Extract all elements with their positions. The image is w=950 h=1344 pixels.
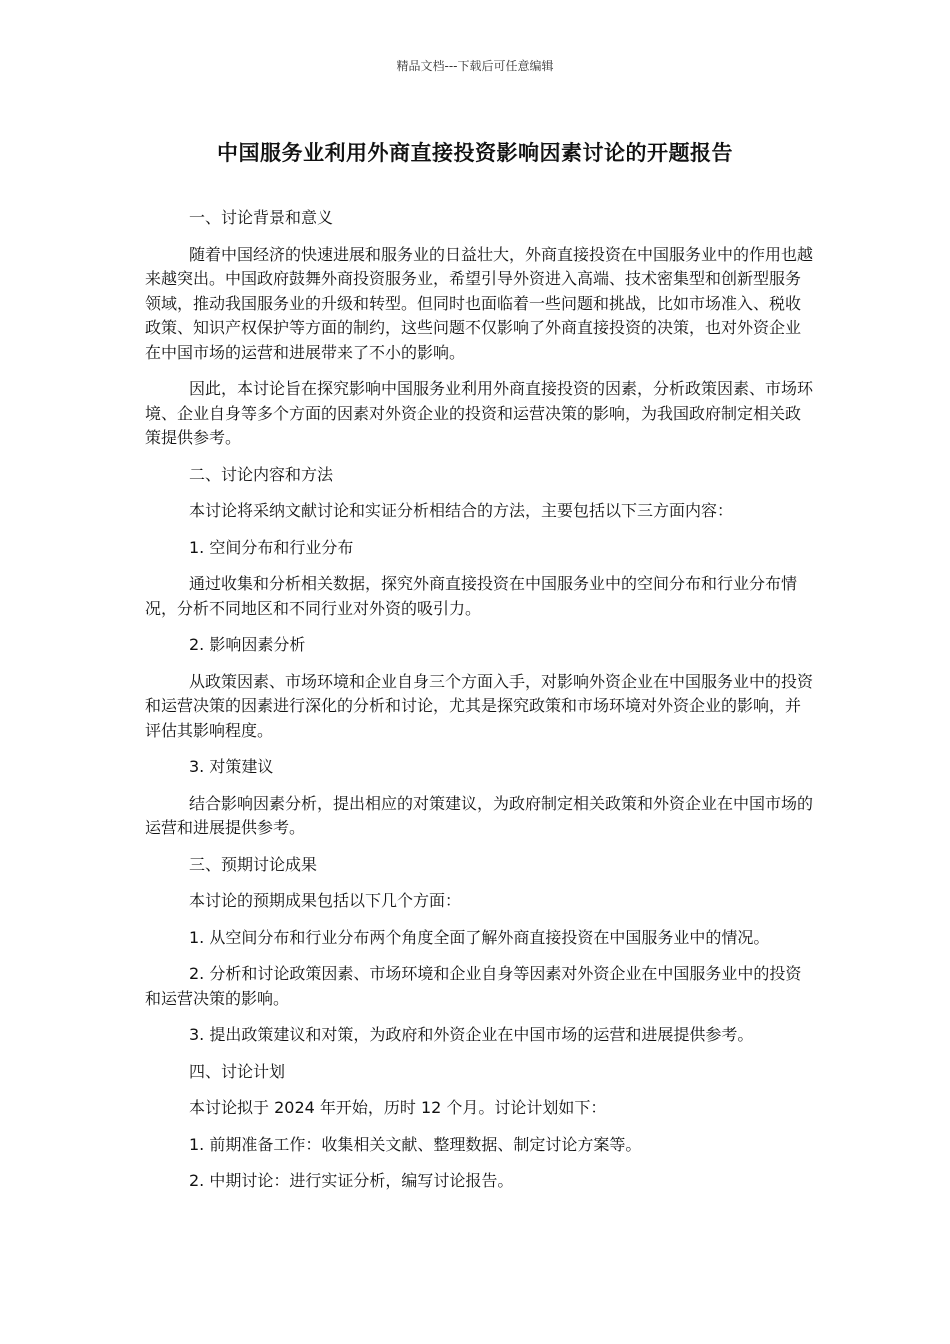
list-item-plan-1: 1. 前期准备工作：收集相关文献、整理数据、制定讨论方案等。 (189, 1134, 642, 1154)
paragraph-plan-intro: 本讨论拟于 2024 年开始，历时 12 个月。讨论计划如下： (189, 1098, 607, 1117)
section-heading-plan: 四、讨论计划 (189, 1061, 286, 1081)
header-note: 精品文档---下载后可任意编辑 (396, 59, 554, 73)
paragraph-distribution: 通过收集和分析相关数据，探究外商直接投资在中国服务业中的空间分布和行业分布情况，分析不同地区和不同行业对外资的吸引力。 (145, 574, 798, 618)
subheading-factors: 2. 影响因素分析 (189, 635, 306, 654)
paragraph-results-intro: 本讨论的预期成果包括以下几个方面： (189, 891, 462, 910)
paragraph-method-intro: 本讨论将采纳文献讨论和实证分析相结合的方法，主要包括以下三方面内容： (189, 501, 734, 520)
paragraph-purpose: 因此，本讨论旨在探究影响中国服务业利用外商直接投资的因素，分析政策因素、市场环境、企业自身等多个方面的因素对外资企业的投资和运营决策的影响，为我国政府制定相关政策提供参考。 (145, 379, 814, 447)
subheading-suggestions: 3. 对策建议 (189, 757, 274, 776)
paragraph-suggestions: 结合影响因素分析，提出相应的对策建议，为政府制定相关政策和外资企业在中国市场的运营和进展提供参考。 (145, 793, 814, 837)
section-heading-expected-results: 三、预期讨论成果 (189, 854, 318, 874)
paragraph-factors: 从政策因素、市场环境和企业自身三个方面入手，对影响外资企业在中国服务业中的投资和运营决策的因素进行深化的分析和讨论，尤其是探究政策和市场环境对外资企业的影响，并评估其影响程度。 (145, 671, 814, 740)
list-item-result-3: 3. 提出政策建议和对策，为政府和外资企业在中国市场的运营和进展提供参考。 (189, 1025, 754, 1044)
section-heading-content-method: 二、讨论内容和方法 (189, 464, 334, 484)
subheading-distribution: 1. 空间分布和行业分布 (189, 537, 354, 557)
list-item-plan-2: 2. 中期讨论：进行实证分析，编写讨论报告。 (189, 1171, 514, 1190)
document-body (145, 206, 815, 1206)
list-item-result-1: 1. 从空间分布和行业分布两个角度全面了解外商直接投资在中国服务业中的情况。 (189, 927, 770, 947)
paragraph-background: 随着中国经济的快速进展和服务业的日益壮大，外商直接投资在中国服务业中的作用也越来越突出。中国政府鼓舞外商投资服务业，希望引导外资进入高端、技术密集型和创新型服务领域，推动我国服务业的升级和转型。但同时也面临着一些问题和挑战，比如市场准入、税收政策、知识产权保护等方面的制约，这些问题不仅影响了外商直接投资的决策，也对外资企业在中国市场的运营和进展带来了不小的影响。 (145, 244, 814, 362)
document-title: 中国服务业利用外商直接投资影响因素讨论的开题报告 (217, 141, 733, 165)
section-heading-background: 一、讨论背景和意义 (189, 208, 334, 227)
list-item-result-2: 2. 分析和讨论政策因素、市场环境和企业自身等因素对外资企业在中国服务业中的投资和运营决策的影响。 (145, 964, 802, 1008)
